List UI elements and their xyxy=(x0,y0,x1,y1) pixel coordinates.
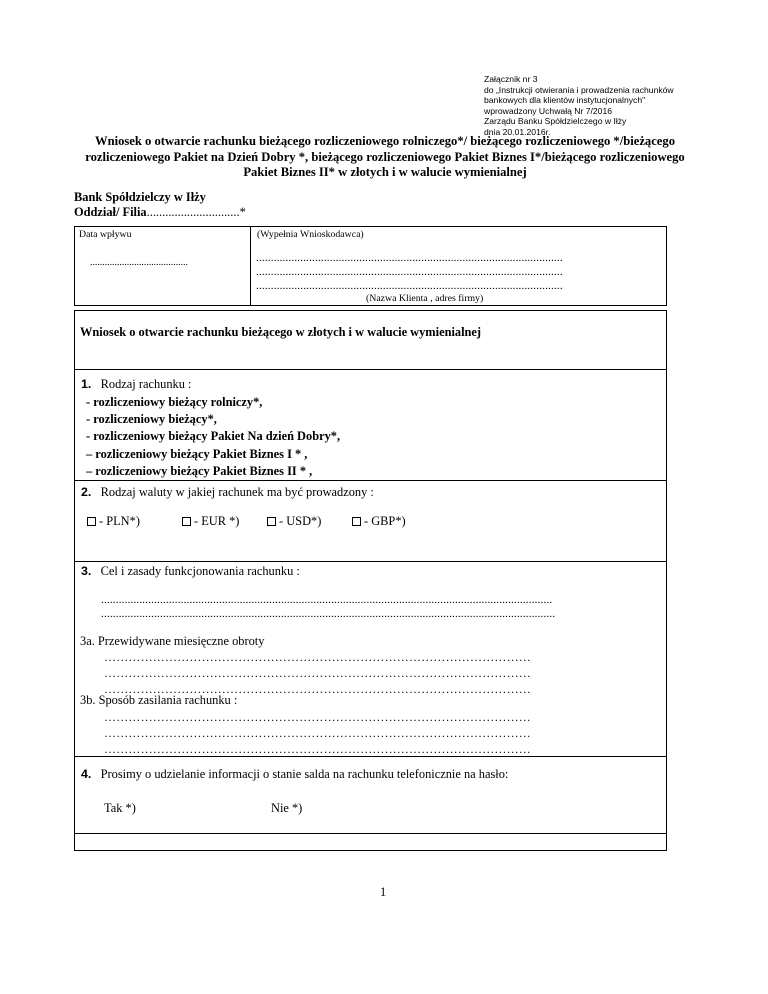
account-type-item[interactable]: - rozliczeniowy bieżący rolniczy*, xyxy=(86,395,263,409)
currency-label: - EUR *) xyxy=(194,514,240,528)
section-title: Wniosek o otwarcie rachunku bieżącego w złotych i w walucie wymienialnej xyxy=(80,325,482,339)
branch-field[interactable]: ..............................* xyxy=(146,205,246,219)
annex-line: do „Instrukcji otwierania i prowadzenia rachunków xyxy=(484,84,674,95)
annex-line: dnia 20.01.2016r. xyxy=(484,126,551,137)
funding-label: 3b. Sposób zasilania rachunku : xyxy=(80,693,238,707)
divider-3 xyxy=(74,561,667,562)
document-title xyxy=(40,134,730,181)
bank-block xyxy=(74,190,246,220)
annex-line: Załącznik nr 3 xyxy=(484,74,538,84)
applicant-line-2[interactable]: ........................................................................................................ xyxy=(256,266,563,278)
currency-label: - GBP*) xyxy=(364,514,406,528)
funding-line-1[interactable]: …………………………………………………………………………………………… xyxy=(104,710,531,724)
applicant-line-3[interactable]: ........................................................................................................ xyxy=(256,280,563,292)
page-number: 1 xyxy=(380,885,387,899)
section-4-number: 4. xyxy=(81,767,92,781)
section-3-heading xyxy=(81,564,300,579)
section-2-heading xyxy=(81,485,374,500)
account-type-item[interactable]: - rozliczeniowy bieżący Pakiet Na dzień Dobry*, xyxy=(86,429,341,444)
currency-label: - PLN*) xyxy=(99,514,140,528)
applicant-line-1[interactable]: ........................................................................................................ xyxy=(256,252,563,264)
turnover-line-2[interactable]: …………………………………………………………………………………………… xyxy=(104,666,531,680)
pln-checkbox[interactable] xyxy=(87,517,96,526)
account-type-item[interactable]: – rozliczeniowy bieżący Pakiet Biznes I * , xyxy=(86,446,308,461)
purpose-line-2[interactable]: .......................................................................................................................................................... xyxy=(101,608,556,620)
title-line-2: rozliczeniowego Pakiet na Dzień Dobry *, bieżącego rozliczeniowego Pakiet Biznes I*/bieżącego rozliczeniowego xyxy=(85,149,685,164)
applicant-caption: (Nazwa Klienta , adres firmy) xyxy=(366,293,484,304)
currency-label: - USD*) xyxy=(279,514,322,528)
divider-2 xyxy=(74,480,667,481)
usd-checkbox[interactable] xyxy=(267,517,276,526)
divider-1 xyxy=(74,369,667,370)
section-4-label: Prosimy o udzielanie informacji o stanie salda na rachunku telefonicznie na hasło: xyxy=(100,767,509,781)
section-2-label: Rodzaj waluty w jakiej rachunek ma być prowadzony : xyxy=(100,485,374,499)
section-3-label: Cel i zasady funkcjonowania rachunku : xyxy=(100,564,300,578)
bank-name: Bank Spółdzielczy w Iłży xyxy=(74,190,206,204)
turnover-line-1[interactable]: …………………………………………………………………………………………… xyxy=(104,650,531,664)
currency-option-usd[interactable] xyxy=(267,514,321,529)
date-field[interactable]: ........................................ xyxy=(90,257,188,268)
title-line-1: Wniosek o otwarcie rachunku bieżącego rozliczeniowego rolniczego*/ bieżącego rozliczeniowego */bieżącego xyxy=(94,134,675,148)
section-3-number: 3. xyxy=(81,564,92,578)
funding-line-3[interactable]: …………………………………………………………………………………………… xyxy=(104,742,531,756)
answer-no[interactable]: Nie *) xyxy=(271,801,303,815)
annex-line: Zarządu Banku Spółdzielczego w Iłży xyxy=(484,116,627,126)
gbp-checkbox[interactable] xyxy=(352,517,361,526)
header-divider xyxy=(250,226,251,306)
applicant-label: (Wypełnia Wnioskodawca) xyxy=(257,229,364,240)
section-1-heading xyxy=(81,377,191,392)
eur-checkbox[interactable] xyxy=(182,517,191,526)
account-type-list xyxy=(86,394,340,480)
section-2-number: 2. xyxy=(81,485,92,499)
branch-label: Oddział/ Filia xyxy=(74,205,147,219)
currency-option-gbp[interactable] xyxy=(352,514,406,529)
divider-5 xyxy=(74,833,667,834)
purpose-line-1[interactable]: ......................................................................................................................................................... xyxy=(101,594,553,606)
currency-option-eur[interactable] xyxy=(182,514,239,529)
annex-line: wprowadzony Uchwałą Nr 7/2016 xyxy=(484,105,613,116)
account-type-item[interactable]: - rozliczeniowy bieżący*, xyxy=(86,412,217,427)
funding-line-2[interactable]: …………………………………………………………………………………………… xyxy=(104,726,531,740)
annex-note xyxy=(484,74,674,137)
turnover-label: 3a. Przewidywane miesięczne obroty xyxy=(80,634,265,648)
date-label: Data wpływu xyxy=(79,229,132,240)
section-1-number: 1. xyxy=(81,377,92,391)
title-line-3: Pakiet Biznes II* w złotych i w walucie wymienialnej xyxy=(243,165,527,179)
section-1-label: Rodzaj rachunku : xyxy=(100,377,192,391)
turnover-line-3[interactable]: …………………………………………………………………………………………… xyxy=(104,682,531,696)
answer-yes[interactable]: Tak *) xyxy=(104,801,136,815)
section-4-heading xyxy=(81,767,508,782)
annex-line: bankowych dla klientów instytucjonalnych" xyxy=(484,95,646,105)
account-type-item[interactable]: – rozliczeniowy bieżący Pakiet Biznes II * , xyxy=(86,463,313,478)
currency-option-pln[interactable] xyxy=(87,514,140,529)
divider-4 xyxy=(74,756,667,757)
